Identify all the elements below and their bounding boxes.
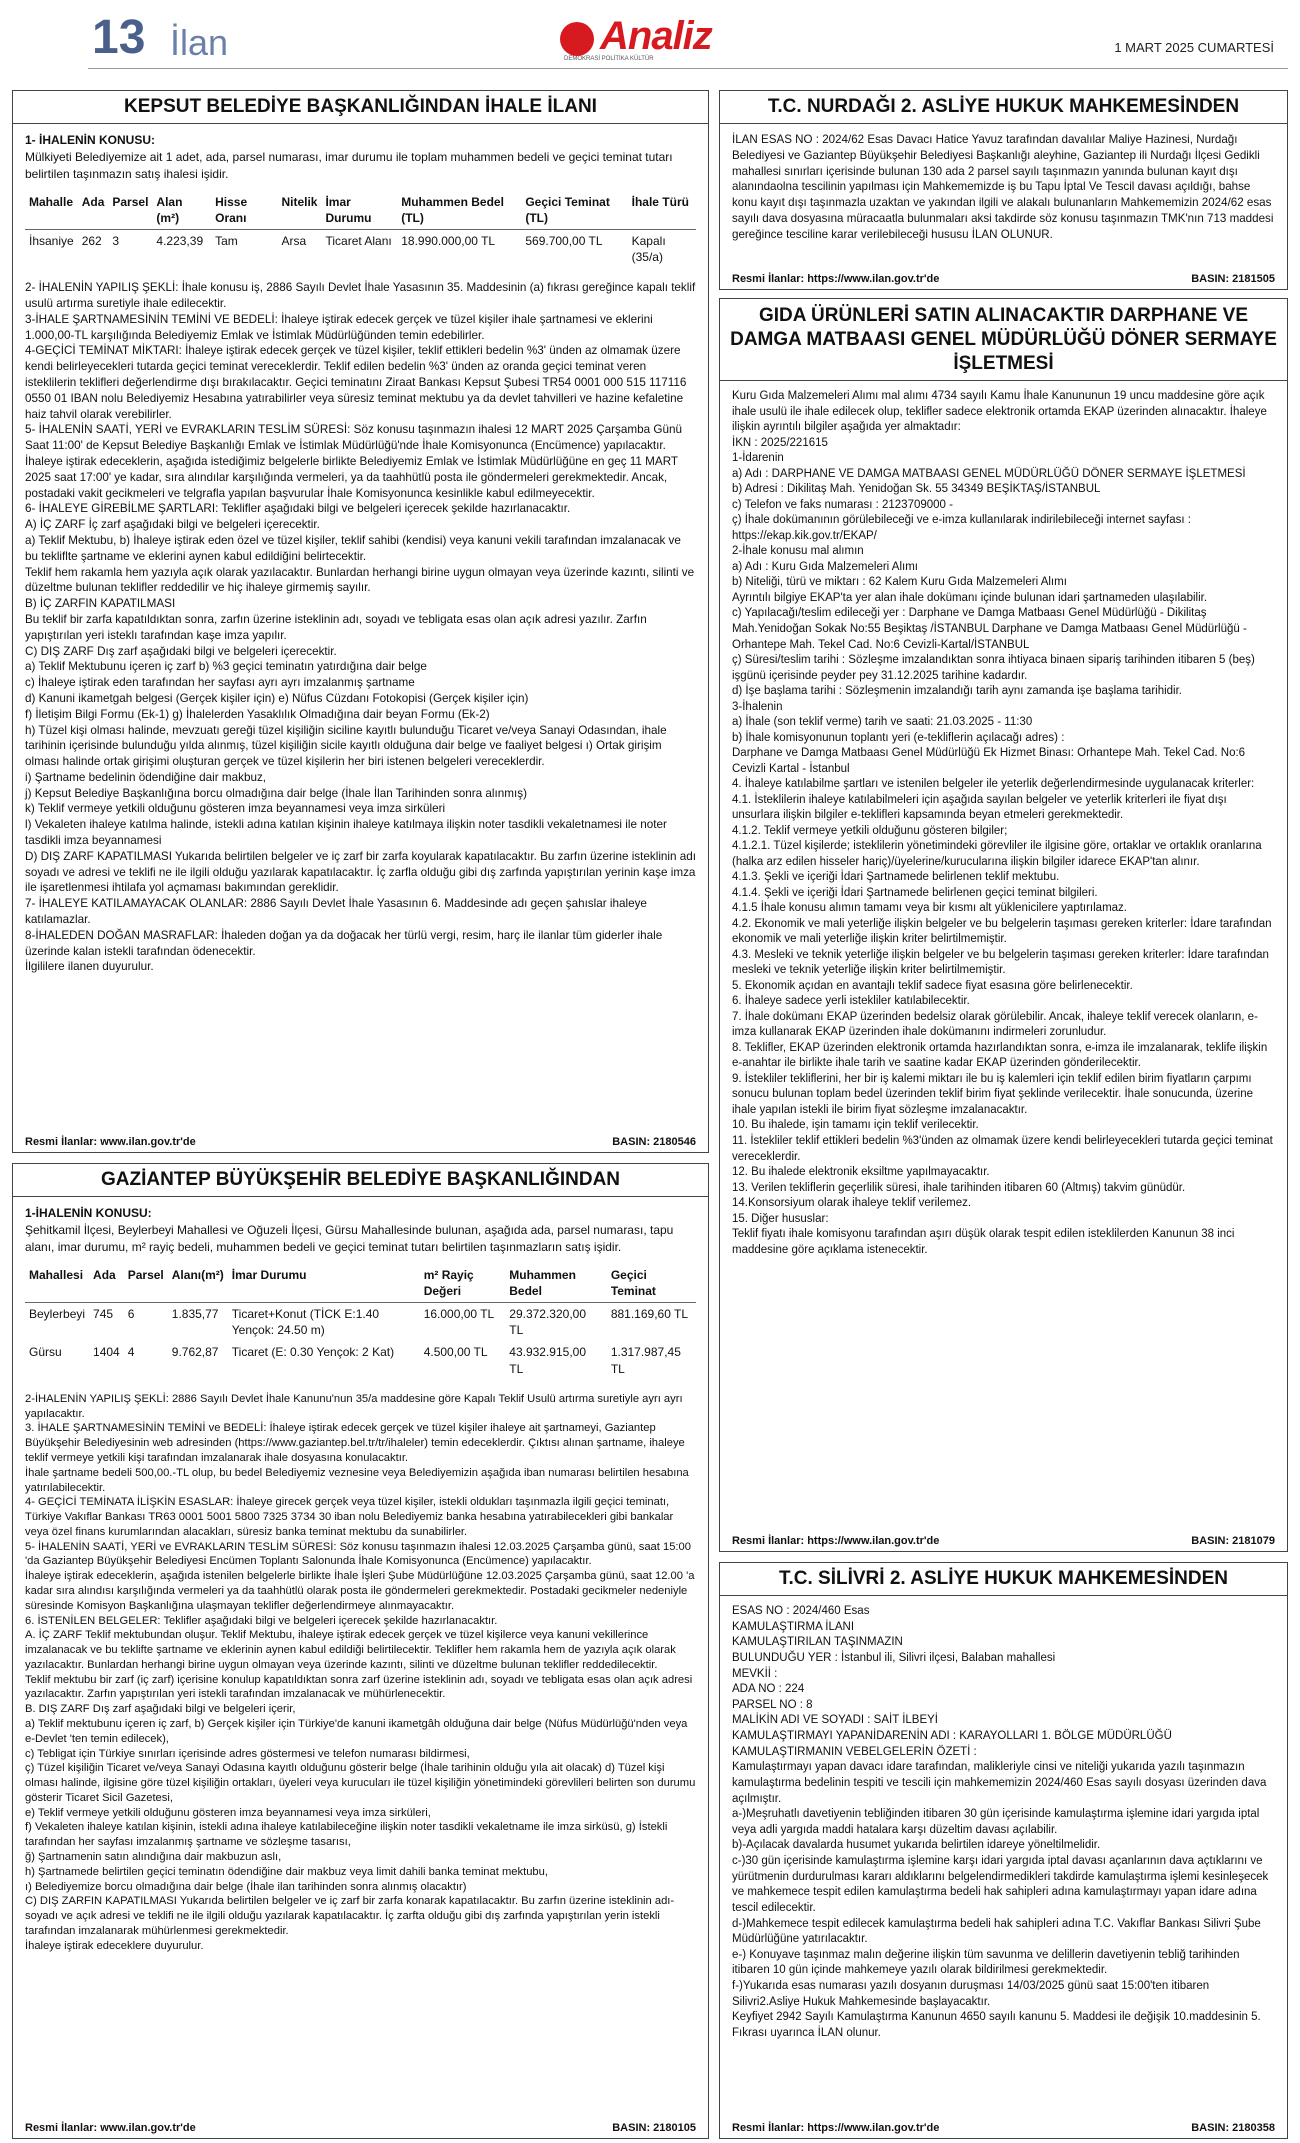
column-header: Alanı(m²): [168, 1265, 228, 1302]
page-number: 13: [92, 11, 146, 64]
table-header-row: [25, 1265, 696, 1302]
table-cell: 1.835,77: [171, 1306, 219, 1321]
column-header: İhale Türü: [628, 192, 696, 229]
column-header: Mahalle: [25, 192, 78, 229]
ad-text: ESAS NO : 2024/460 Esas KAMULAŞTIRMA İLANI KAMULAŞTIRILAN TAŞINMAZIN BULUNDUĞU YER : İstanbul ili, Silivri ilçesi, Balaban mahallesi MEVKİİ : ADA NO : 224 PARSEL NO : 8 MALİKİN ADI VE SOYADI : SAİT İLBEYİ KAMULAŞTIRMAYI YAPANİDARENİN ADI : KARAYOLLARI 1. BÖLGE MÜDÜRLÜĞÜ KAMULAŞTIRMANIN VEBELGELERİN ÖZETİ : Kamulaştırmayı yapan davacı idare tarafından, malikleriyle cinsi ve niteliği yukarıda yazılı taşınmazın kamulaştırma bedelinin tespiti ve tescili için mahkememizin 2024/460 Esas sayılı dosyası üzerinden dava açılmıştır. a-)Meşruhatlı davetiyenin tebliğinden itibaren 30 gün içerisinde kamulaştırma işlemine idari yargıda iptal veya adli yargıda maddi hatalara karşı düzeltim davası açılabilir. b)-Açılacak davalarda husumet yukarıda belirtilen idareye yöneltilmelidir. c-)30 gün içerisinde kamulaştırma işlemine karşı idari yargıda iptal davası açanlarının dava açtıklarını ve yürütmenin durdurulması kararı aldıklarını belgelendirmedikleri takdirde kamulaştırma işlemi kesinleşecek ve mahkemece tespit edilen kamulaştırma bedeli hak sahipleri adına kamulaştırmayı yapan idare adına tescil edilecektir. d-)Mahkemece tespit edilecek kamulaştırma bedeli hak sahipleri adına T.C. Vakıflar Bankası Silivri Şube Müdürlüğüne yatırılacaktır. e-) Konuyave taşınmaz malın değerine ilişkin tüm savunma ve delillerin davetiyenin tebliğ tarihinden itibaren 10 gün içinde mahkemeye yazılı olarak bildirilmesi gerekmektedir. f-)Yukarıda esas numarası yazılı dosyanın duruşması 14/03/2025 günü saat 15:00'ten itibaren Silivri2.Asliye Hukuk Mahkemesinde başlayacaktır. Keyfiyet 2942 Sayılı Kamulaştırma Kanunun 4650 sayılı kanunu 5. Maddesi ile değişik 10.maddesinin 5. Fıkrası uyarınca İLAN olunur.: [732, 1605, 1269, 2039]
table-cell: Ticaret (E: 0.30 Yençok: 2 Kat): [231, 1345, 395, 1360]
ad-gaziantep: [12, 1163, 709, 2139]
header-divider: [88, 68, 1288, 69]
column-header: İmar Durumu: [321, 192, 397, 229]
table-cell: 4: [127, 1345, 135, 1360]
footer-source: Resmi İlanlar: https://www.ilan.gov.tr'de: [732, 2122, 940, 2134]
issue-date: 1 MART 2025 CUMARTESİ: [1114, 40, 1274, 55]
ad-title: T.C. NURDAĞI 2. ASLİYE HUKUK MAHKEMESİNDEN: [720, 91, 1287, 124]
table-cell: 1.317.987,45 TL: [610, 1345, 681, 1376]
table-cell: 4.223,39: [156, 233, 204, 248]
logo-tagline: DEMOKRASİ POLİTİKA KÜLTÜR: [564, 56, 654, 62]
ad-text: İLAN ESAS NO : 2024/62 Esas Davacı Hatice Yavuz tarafından davalılar Maliye Hazinesi, Nurdağı Belediyesi ve Gaziantep Büyükşehir Belediyesi Başkanlığı aleyhine, Gaziantep ili Nurdağı İlçesi Gedikli mahallesi sınırları içerisinde bulunan 130 ada 2 parsel sayılı taşınmazın yanında bulunan kayıt dışı alanındaolna tescilinin yapılması için Mahkememizde iş bu Tapu İptal Ve Tescil davası açıldığı, bahse konu kayıt dışı taşınmazla uzaktan ve yakından ilgili ve alakalı bulunanların Mahkememizin 2024/62 esas sayılı dava dosyasına müracaatla bulunmaları aksi takdirde söz konusu taşınmazın TMK'nın 713 maddesi gereğince tesciline karar verilebileceği hususu İLAN OLUNUR.: [732, 133, 1274, 241]
intro-text: Mülkiyeti Belediyemize ait 1 adet, ada, parsel numarası, imar durumu ile toplam muhammen bedeli ve geçici teminat tutarı belirtilen taşınmazın satış ihalesi işidir.: [25, 150, 673, 181]
column-header: m² Rayiç Değeri: [420, 1265, 506, 1302]
ad-title: KEPSUT BELEDİYE BAŞKANLIĞINDAN İHALE İLANI: [13, 91, 708, 124]
ad-footer: [25, 2122, 696, 2134]
column-header: Muhammen Bedel (TL): [397, 192, 521, 229]
ad-text: Kuru Gıda Malzemeleri Alımı mal alımı 4734 sayılı Kamu İhale Kanununun 19 uncu maddesine göre açık ihale usulü ile ihale edilecek olup, teklifler sadece elektronik ortamda EKAP üzerinden alınacaktır. İhaleye ilişkin ayrıntılı bilgiler aşağıda yer almaktadır: İKN : 2025/221615 1-İdarenin a) Adı : DARPHANE VE DAMGA MATBAASI GENEL MÜDÜRLÜĞÜ DÖNER SERMAYE İŞLETMESİ b) Adresi : Dikilitaş Mah. Yenidoğan Sk. 55 34349 BEŞİKTAŞ/İSTANBUL c) Telefon ve faks numarası : 2123709000 - ç) İhale dokümanının görülebileceği ve e-imza kullanılarak indirilebileceği internet sayfası : https://ekap.kik.gov.tr/EKAP/ 2-İhale konusu mal alımın a) Adı : Kuru Gıda Malzemeleri Alımı b) Niteliği, türü ve miktarı : 62 Kalem Kuru Gıda Malzemeleri Alımı Ayrıntılı bilgiye EKAP'ta yer alan ihale dokümanı içinde bulunan idari şartnameden ulaşılabilir. c) Yapılacağı/teslim edileceği yer : Darphane ve Damga Matbaası Genel Müdürlüğü - Dikilitaş Mah.Yenidoğan Sokak No:55 Beşiktaş /İSTANBUL Darphane ve Damga Matbaası Genel Müdürlüğü - Orhantepe Mah. Tekel Cad. No:6 Cevizli-Kartal/İSTANBUL ç) Süresi/teslim tarihi : Sözleşme imzalandıktan sonra ihtiyaca binaen sipariş tarihinden itibaren 5 (beş) işgünü içerisinde peyder pey 31.12.2025 tarihine kadardır. d) İşe başlama tarihi : Sözleşmenin imzalandığı tarih aynı zamanda işe başlama tarihidir. 3-İhalenin a) İhale (son teklif verme) tarih ve saati: 21.03.2025 - 11:30 b) İhale komisyonunun toplantı yeri (e-tekliflerin açılacağı adres) : Darphane ve Damga Matbaası Genel Müdürlüğü Ek Hizmet Binası: Orhantepe Mah. Tekel Cad. No:6 Cevizli Kartal - İstanbul 4. İhaleye katılabilme şartları ve istenilen belgeler ile yeterlik değerlendirmesinde uygulanacak kriterler: 4.1. İsteklilerin ihaleye katılabilmeleri için aşağıda sayılan belgeler ve yeterlik kriterleri ile fiyat dışı unsurlara ilişkin bilgiler e-teklifleri kapsamında beyan etmeleri gerekmektedir. 4.1.2. Teklif vermeye yetkili olduğunu gösteren bilgiler; 4.1.2.1. Tüzel kişilerde; isteklilerin yönetimindeki görevliler ile ilgisine göre, ortaklar ve ortaklık oranlarına (halka arz edilen hisseler hariç)/üyelerine/kurucularına ilişkin bilgiler idarece EKAP'tan alınır. 4.1.3. Şekli ve içeriği İdari Şartnamede belirlenen teklif mektubu. 4.1.4. Şekli ve içeriği İdari Şartnamede belirlenen geçici teminat bilgileri. 4.1.5 İhale konusu alımın tamamı veya bir kısmı alt yüklenicilere yaptırılamaz. 4.2. Ekonomik ve mali yeterliğe ilişkin belgeler ve bu belgelerin taşıması gereken kriterler: İdare tarafından ekonomik ve mali yeterliğe ilişkin kriter belirtilmemiştir. 4.3. Mesleki ve teknik yeterliğe ilişkin belgeler ve bu belgelerin taşıması gereken kriterler: İdare tarafından mesleki ve teknik yeterliğe ilişkin kriter belirtilmemiştir. 5. Ekonomik açıdan en avantajlı teklif sadece fiyat esasına göre belirlenecektir. 6. İhaleye sadece yerli istekliler katılabilecektir. 7. İhale dokümanı EKAP üzerinden bedelsiz olarak görülebilir. Ancak, ihaleye teklif verecek olanların, e-imza kullanarak EKAP üzerinden ihale dokümanını indirmeleri zorunludur. 8. Teklifler, EKAP üzerinden elektronik ortamda hazırlandıktan sonra, e-imza ile imzalanarak, teklife ilişkin e-anahtar ile birlikte ihale tarih ve saatine kadar EKAP üzerinden gönderilecektir. 9. İstekliler tekliflerini, her bir iş kalemi miktarı ile bu iş kalemleri için teklif edilen birim fiyatların çarpımı sonucu bulunan toplam bedel üzerinden teklif birim fiyat şeklinde verilecektir. İhale sonucunda, üzerine ihale yapılan istekli ile birim fiyat sözleşme imzalanacaktır. 10. Bu ihalede, işin tamamı için teklif verilecektir. 11. İstekliler teklif ettikleri bedelin %3'ünden az olmamak üzere kendi belirleyecekleri tutarda geçici teminat vereceklerdir. 12. Bu ihalede elektronik eksiltme yapılmayacaktır. 13. Verilen tekliflerin geçerlilik süresi, ihale tarihinden itibaren 60 (Altmış) takvim günüdür. 14.Konsorsiyum olarak ihaleye teklif verilemez. 15. Diğer hususlar: Teklif fiyatı ihale komisyonu tarafından aşırı düşük olarak tespit edilen isteklilerden Kanunun 38 inci maddesine göre açıklama istenecektir.: [732, 390, 1273, 1256]
column-header: Geçici Teminat: [607, 1265, 696, 1302]
ad-body: [732, 124, 1275, 242]
table-cell: 1404: [93, 1345, 120, 1360]
ad-title: GIDA ÜRÜNLERİ SATIN ALINACAKTIR DARPHANE VE DAMGA MATBAASI GENEL MÜDÜRLÜĞÜ DÖNER SERMAYE İŞLETMESİ: [720, 299, 1287, 381]
column-header: Parsel: [124, 1265, 168, 1302]
table-cell: 569.700,00 TL: [525, 233, 603, 248]
logo-name: Analiz: [600, 14, 712, 58]
section-head: 1- İHALENİN KONUSU:: [25, 133, 156, 147]
ad-nurdagi: [719, 90, 1288, 290]
ad-body: [25, 124, 696, 975]
table-cell: 29.372.320,00 TL: [509, 1306, 587, 1337]
ad-body: [732, 1596, 1275, 2042]
table-header-row: [25, 192, 696, 229]
footer-basin: BASIN: 2180546: [612, 1136, 696, 1148]
logo-mark-icon: [560, 22, 594, 56]
intro-text: Şehitkamil İlçesi, Beylerbeyi Mahallesi ve Oğuzeli İlçesi, Gürsu Mahallesinde bulunan, aşağıda ada, parsel numarası, tapu alanı, imar durumu, m² rayiç bedeli, muhammen bedeli ve geçici teminat tutarı belirtilen taşınmazların satış işidir.: [25, 1223, 674, 1254]
footer-source: Resmi İlanlar: www.ilan.gov.tr'de: [25, 2122, 196, 2134]
table-cell: 745: [93, 1306, 114, 1321]
table-cell: 4.500,00 TL: [423, 1345, 488, 1360]
footer-source: Resmi İlanlar: https://www.ilan.gov.tr'de: [732, 273, 940, 285]
property-table: [25, 1265, 696, 1380]
column-header: Alan (m²): [152, 192, 211, 229]
newspaper-logo: [560, 14, 750, 62]
ad-body: [25, 1197, 696, 1954]
ad-darphane: [719, 298, 1288, 1552]
column-header: Nitelik: [277, 192, 321, 229]
ad-text: 2- İHALENİN YAPILIŞ ŞEKLİ: İhale konusu iş, 2886 Sayılı Devlet İhale Yasasının 35. Maddesinin (a) fıkrası gereğince kapalı teklif usulü artırma suretiyle ihale edilecektir. 3-İHALE ŞARTNAMESİNİN TEMİNİ VE BEDELİ: İhaleye iştirak edecek gerçek ve tüzel kişiler ihale şartnamesi ve eklerini 1.000,00-TL karşılığında Belediyemiz Emlak ve İstimlak Müdürlüğünden temin edebilirler. 4-GEÇİCİ TEMİNAT MİKTARI: İhaleye iştirak edecek gerçek ve tüzel kişiler, teklif ettikleri bedelin %3' ünden az olmamak üzere kendi belirleyecekleri tutarda geçici teminat vereceklerdir. Teklif edilen bedelin %3' ünden az oranda geçici teminat veren isteklilerin teklifleri değerlendirme dışı bırakılacaktır. Geçici teminatını Ziraat Bankası Kepsut Şubesi TR54 0001 000 515 117116 0550 01 IBAN nolu Belediyemiz Hesabına yatırabilirler veya süresiz teminat mektubu ya da devlet tahvilleri ve hazine kefaletine haiz tahvil olarak verebilirler. 5- İHALENİN SAATİ, YERİ ve EVRAKLARIN TESLİM SÜRESİ: Söz konusu taşınmazın ihalesi 12 MART 2025 Çarşamba Günü Saat 11:00' de Kepsut Belediye Başkanlığı Emlak ve İstimlak Müdürlüğü'nde İhale Komisyonunca (Encümence) yapılacaktır. İhaleye iştirak edeceklerin, aşağıda istediğimiz belgelerle birlikte Belediyemiz Emlak ve İstimlak Müdürlüğüne en geç 11 MART 2025 saat 17:00' ye kadar, sıra alındılar karşılığında vermeleri, ya da taahhütlü posta ile göndermeleri gerekmektedir. Ancak, postadaki vakit gecikmeleri ve telgrafla yapılan başvurular İhale Komisyonunca kesinlikle kabul edilmeyecektir. 6- İHALEYE GİREBİLME ŞARTLARI: Teklifler aşağıdaki bilgi ve belgeleri içerecek şekilde hazırlanacaktır. A) İÇ ZARF İç zarf aşağıdaki bilgi ve belgeleri içerecektir. a) Teklif Mektubu, b) İhaleye iştirak eden özel ve tüzel kişiler, teklif sahibi (kendisi) veya kanuni vekili tarafından imzalanacak ve bu tekliflte şartname ve eklerini aynen kabul edildiğini belirtecektir. Teklif hem rakamla hem yazıyla açık olarak yazılacaktır. Bunlardan herhangi birine uygun olmayan veya üzerinde kazıntı, silinti ve düzeltme bulunan teklifler reddedilir ve hiç ihaleye girmemiş sayılır. B) İÇ ZARFIN KAPATILMASI Bu teklif bir zarfa kapatıldıktan sonra, zarfın üzerine isteklinin adı, soyadı ve tebligata esas olan açık adresi yazılır. Zarfın yapıştırılan yeri isteklı tarafından kaşe imza yapılır. C) DIŞ ZARF Dış zarf aşağıdaki bilgi ve belgeleri içerecektir. a) Teklif Mektubunu içeren iç zarf b) %3 geçici teminatın yatırdığına dair belge c) İhaleye iştirak eden tarafından her sayfası ayrı ayrı imzalanmış şartname d) Kanuni ikametgah belgesi (Gerçek kişiler için) e) Nüfus Cüzdanı Fotokopisi (Gerçek kişiler için) f) İletişim Bilgi Formu (Ek-1) g) İhalelerden Yasaklılık Olmadığına dair beyan Formu (Ek-2) h) Tüzel kişi olması halinde, mevzuatı gereği tüzel kişiliğin siciline kayıtlı bulunduğu Ticaret ve/veya Sanayi Odasından, ihale tarihinin içerisinde bulunduğu yılda alınmış, tüzel kişiliğin sicile kayıtlı olduğuna dair belge ve faaliyet belgesi ı) Ortak girişim olması halinde ortak girişimi oluşturan gerçek ve tüzel kişilerin her biri istenen belgeleri vereceklerdir. i) Şartname bedelinin ödendiğine dair makbuz, j) Kepsut Belediye Başkanlığına borcu olmadığına dair belge (İhale İlan Tarihinden sonra alınmış) k) Teklif vermeye yetkili olduğunu gösteren imza beyannamesi veya imza sirküleri l) Vekaleten ihaleye katılma halinde, istekli adına katılan kişinin ihaleye katılmaya ilişkin noter tasdikli vekaletnamesi ile noter tasdikli imza beyannamesi D) DIŞ ZARF KAPATILMASI Yukarıda belirtilen belgeler ve iç zarf bir zarfa koyularak kapatılacaktır. Bu zarfın üzerine isteklinin adı soyadı ve adresi ve teklifi ne ile ilgili olduğu yazılarak kapatılacaktır. İç zarfla olduğu gibi dış zarfında yapıştırılan yerinin kaşe imza ile işaretlenmesi ihtilafa yol açmaması bakımından gereklidir. 7- İHALEYE KATILAMAYACAK OLANLAR: 2886 Sayılı Devlet İhale Yasasının 6. Maddesinde adı geçen şahıslar ihaleye katılamazlar. 8-İHALEDEN DOĞAN MASRAFLAR: İhaleden doğan ya da doğacak her türlü vergi, resim, harç ile ilanlar tüm giderler ihale üzerinde kalan istekli tarafından ödenecektir. İlgililere ilanen duyurulur.: [25, 281, 697, 974]
ad-title: T.C. SİLİVRİ 2. ASLİYE HUKUK MAHKEMESİNDEN: [720, 1563, 1287, 1596]
table-cell: 43.932.915,00 TL: [509, 1345, 587, 1376]
ad-text: 2-İHALENİN YAPILIŞ ŞEKLİ: 2886 Sayılı Devlet İhale Kanunu'nun 35/a maddesine göre Kapalı Teklif Usulü artırma suretiyle ayrı ayrı yapılacaktır. 3. İHALE ŞARTNAMESİNİN TEMİNİ ve BEDELİ: İhaleye iştirak edecek gerçek ve tüzel kişiler ihaleye ait şartnameyi, Gaziantep Büyükşehir Belediyesinin web adresinden (https://www.gaziantep.bel.tr/tr/ihaleler) temin edeceklerdir. Çıktısı alınan şartname, ihaleye teklif vermeye yetkili kişi tarafından imzalanarak ihale dosyasına konulacaktır. İhale şartname bedeli 500,00.-TL olup, bu bedel Belediyemiz veznesine veya Belediyemizin aşağıda iban numarası belirtilen hesabına yatırılabilecektir. 4- GEÇİCİ TEMİNATA İLİŞKİN ESASLAR: İhaleye girecek gerçek veya tüzel kişiler, istekli oldukları taşınmazla ilgili geçici teminatı, Türkiye Vakıflar Bankası TR63 0001 5001 5800 7325 3734 30 iban nolu Belediyemiz banka hesabına yatırabilecekleri gibi bankalar veya özel finans kurumlarından alacakları, süresiz banka teminat mektubu da sunabilirler. 5- İHALENİN SAATİ, YERİ ve EVRAKLARIN TESLİM SÜRESİ: Söz konusu taşınmazın ihalesi 12.03.2025 Çarşamba günü, saat 15:00 'da Gaziantep Büyükşehir Belediyesi Encümen Toplantı Salonunda İhale Komisyonunca (Encümence) yapılacaktır. İhaleye iştirak edeceklerin, aşağıda istenilen belgelerle birlikte İhale İşleri Şube Müdürlüğüne 12.03.2025 Çarşamba günü, saat 12.00 'a kadar sıra alındısı karşılığında vermeleri ya da taahhütlü olarak posta ile göndermeleri gerekmektedir. Postadaki gecikmeler nedeniyle süresinde Komisyon Başkanlığına ulaşmayan teklifler değerlendirmeye alınmayacaktır. 6. İSTENİLEN BELGELER: Teklifler aşağıdaki bilgi ve belgeleri içerecek şekilde hazırlanacaktır. A. İÇ ZARF Teklif mektubundan oluşur. Teklif Mektubu, ihaleye iştirak edecek gerçek ve tüzel kişilerce veya kanuni vekillerince imzalanacak ve bu teklifte şartname ve eklerinin aynen kabul edildiği belirtilecektir. Teklifler hem rakamla hem de yazıyla açık olarak yazılacaktır. Bunlardan herhangi birine uygun olmayan veya üzerinde kazıntı, silinti ve düzeltme bulunan teklifler reddedilecektir. Teklif mektubu bir zarf (iç zarf) içerisine konulup kapatıldıktan sonra zarf üzerine isteklinin adı, soyadı ve tebligata esas olan açık adresi yazılacaktır. Zarfın yapıştırılan yeri istekli tarafından imzalanacak ve mühürlenecektir. B. DIŞ ZARF Dış zarf aşağıdaki bilgi ve belgeleri içerir, a) Teklif mektubunu içeren iç zarf, b) Gerçek kişiler için Türkiye'de kanuni ikametgâh olduğuna dair belge (Nüfus Müdürlüğü'nden veya e-Devlet 'ten temin edilecek), c) Tebligat için Türkiye sınırları içerisinde adres göstermesi ve telefon numarası bildirmesi, ç) Tüzel kişiliğin Ticaret ve/veya Sanayi Odasına kayıtlı olduğunu gösterir belge (İhale tarihinin olduğu yıla ait olacak) d) Tüzel kişi olması halinde, ilgisine göre tüzel kişiliğin ortakları, üyeleri veya kurucuları ile tüzel kişiliğin yönetimindeki görevlileri belirten son durumu gösterir Ticaret Sicil Gazetesi, e) Teklif vermeye yetkili olduğunu gösteren imza beyannamesi veya imza sirküleri, f) Vekaleten ihaleye katılan kişinin, istekli adına ihaleye katılabileceğine ilişkin noter tasdikli vekaletname ile imza sirküsü, g) İstekli tarafından her sayfası imzalanmış şartname ve sözleşme tasarısı, ğ) Şartnamenin satın alındığına dair makbuzun aslı, h) Şartnamede belirtilen geçici teminatın ödendiğine dair makbuz veya limit dahili banka teminat mektubu, ı) Belediyemize borcu olmadığına dair belge (İhale ilan tarihinden sonra alınmış olacaktır) C) DIŞ ZARFIN KAPATILMASI Yukarıda belirtilen belgeler ve iç zarf bir zarfa konarak kapatılacaktır. Bu zarfın üzerine isteklinin adı-soyadı ve açık adresi ve teklifi ne ile ilgili olduğu yazılarak kapatılacaktır. İç zarfta olduğu gibi dış zarfında yapıştırılan yerin istekli tarafından imzalanarak mühürlenmesi gerekmektedir. İhaleye iştirak edeceklere duyurulur.: [25, 1392, 696, 1952]
ad-footer: [732, 1535, 1275, 1547]
column-header: Geçici Teminat (TL): [521, 192, 627, 229]
ad-silivri: [719, 1562, 1288, 2139]
footer-basin: BASIN: 2180105: [612, 2122, 696, 2134]
column-header: Ada: [89, 1265, 124, 1302]
table-cell: İhsaniye: [29, 233, 74, 248]
column-header: Mahallesi: [25, 1265, 89, 1302]
footer-basin: BASIN: 2180358: [1191, 2122, 1275, 2134]
table-cell: 16.000,00 TL: [423, 1306, 495, 1321]
section-head: 1-İHALENİN KONUSU:: [25, 1206, 152, 1220]
ad-footer: [732, 273, 1275, 285]
table-row: [25, 229, 696, 268]
page-header: [0, 0, 1300, 70]
table-cell: Tam: [215, 233, 238, 248]
footer-source: Resmi İlanlar: www.ilan.gov.tr'de: [25, 1136, 196, 1148]
table-cell: 18.990.000,00 TL: [401, 233, 496, 248]
column-header: Muhammen Bedel: [505, 1265, 607, 1302]
table-cell: Beylerbeyi: [29, 1306, 86, 1321]
ad-title: GAZİANTEP BÜYÜKŞEHİR BELEDİYE BAŞKANLIĞINDAN: [13, 1164, 708, 1197]
table-cell: Ticaret Alanı: [325, 233, 392, 248]
ad-footer: [732, 2122, 1275, 2134]
table-row: [25, 1302, 696, 1341]
table-cell: 3: [112, 233, 120, 248]
table-cell: Kapalı (35/a): [631, 233, 666, 264]
ad-footer: [25, 1136, 696, 1148]
ad-body: [732, 381, 1275, 1258]
table-cell: Ticaret+Konut (TİCK E:1.40 Yençok: 24.50 m): [231, 1306, 380, 1337]
column-header: Ada: [78, 192, 109, 229]
table-cell: Gürsu: [29, 1345, 62, 1360]
footer-source: Resmi İlanlar: https://www.ilan.gov.tr'de: [732, 1535, 940, 1547]
footer-basin: BASIN: 2181505: [1191, 273, 1275, 285]
property-table: [25, 192, 696, 268]
column-header: İmar Durumu: [228, 1265, 420, 1302]
table-cell: 262: [81, 233, 102, 248]
table-cell: Arsa: [281, 233, 307, 248]
ad-kepsut: [12, 90, 709, 1153]
table-cell: 9.762,87: [171, 1345, 219, 1360]
column-header: Hisse Oranı: [211, 192, 277, 229]
table-cell: 6: [127, 1306, 135, 1321]
table-row: [25, 1341, 696, 1380]
section-title: İlan: [170, 22, 229, 63]
table-cell: 881.169,60 TL: [610, 1306, 688, 1321]
column-header: Parsel: [108, 192, 152, 229]
footer-basin: BASIN: 2181079: [1191, 1535, 1275, 1547]
